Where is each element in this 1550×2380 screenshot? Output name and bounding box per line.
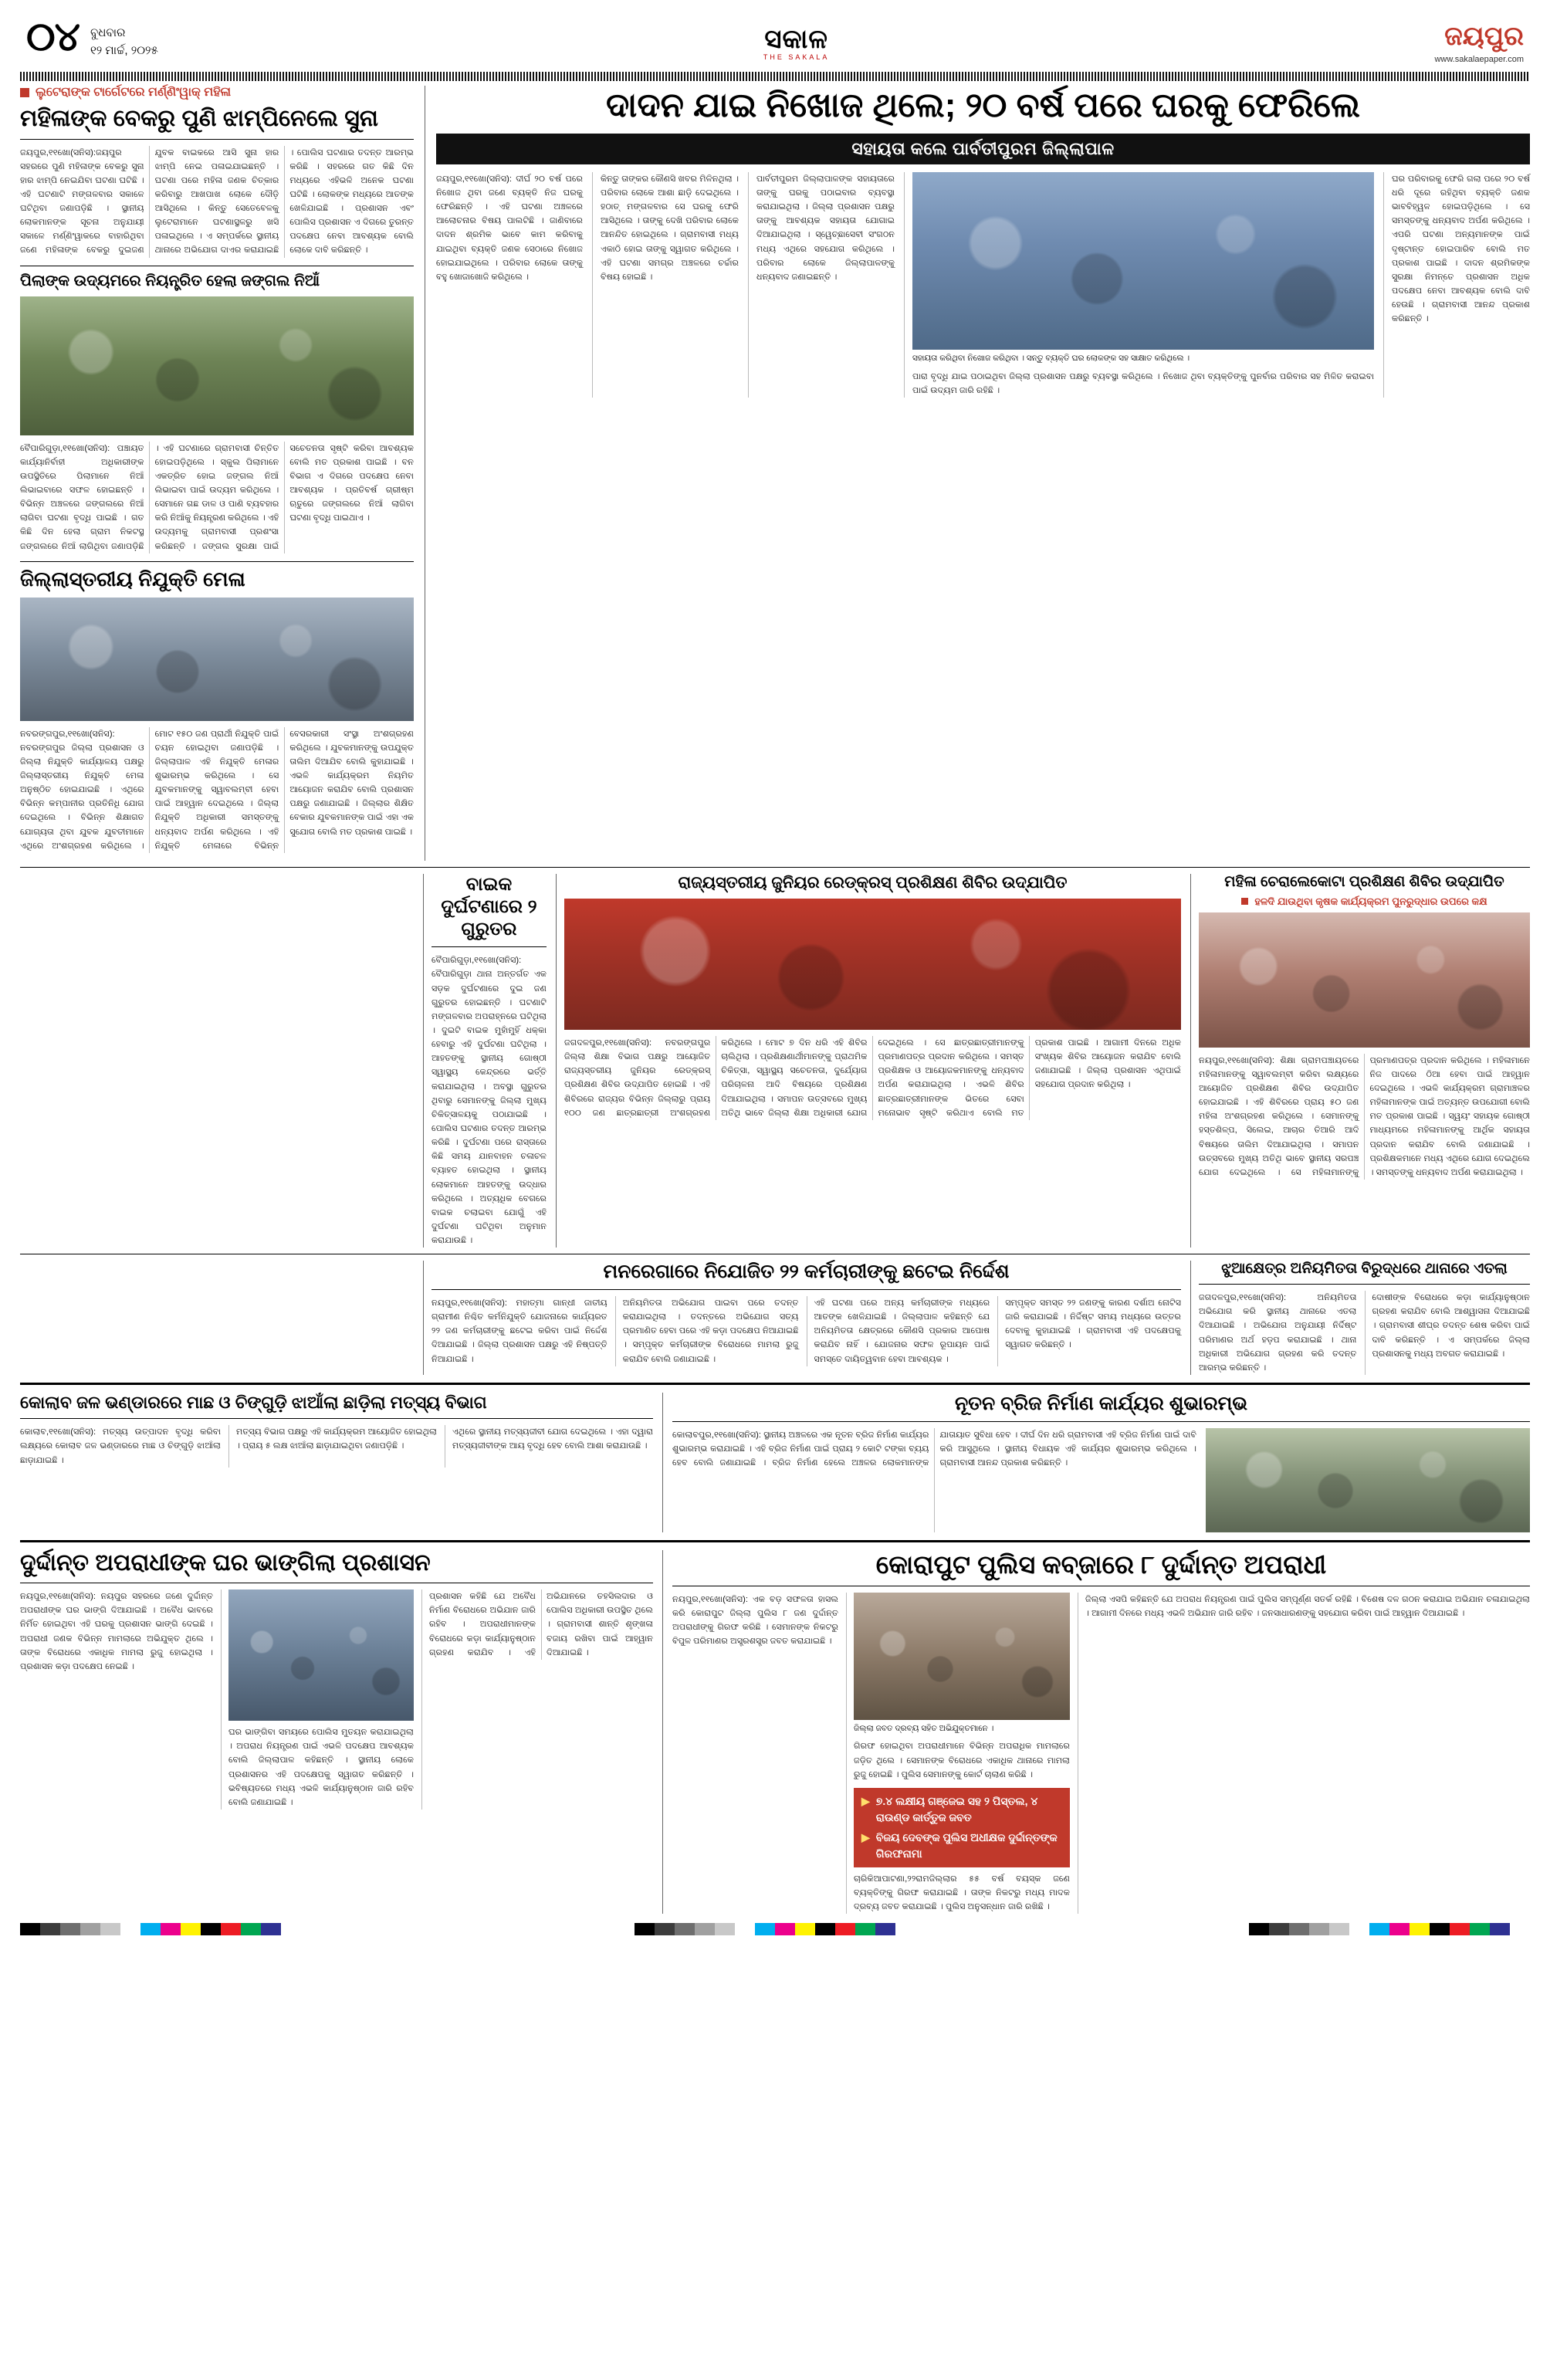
police-photo-wrap [846, 1593, 1070, 1914]
color-swatch [795, 1923, 815, 1935]
headline-fir: ଝୁଆକ୍ଷେତ୍ର ଅନିୟମିତତା ବିରୁଦ୍ଧରେ ଥାନାରେ ଏତଲା [1221, 1261, 1508, 1278]
masthead-logo-block [158, 19, 1435, 61]
article-gold-snatch [20, 86, 414, 258]
kicker-women-training [1199, 895, 1530, 908]
color-swatch [120, 1923, 140, 1935]
color-swatch [201, 1923, 221, 1935]
divider-thick [20, 1383, 1530, 1385]
fish-col-1: କୋଲାବ,୧୧ଖୋ(ସନିସ): ମତ୍ସ୍ୟ ଉତ୍ପାଦନ ବୃଦ୍ଧି କରିବା ଲକ୍ଷ୍ୟରେ କୋଲାବ ଜଳ ଭଣ୍ଡାରରେ ମାଛ ଓ ଚିଙ୍ଗୁଡ଼ି ଝାଆଁଲା ଛାଡ଼ାଯାଇଛି । [20, 1427, 221, 1465]
main-col-2: କିନ୍ତୁ ତାଙ୍କର କୌଣସି ଖବର ମିଳିନଥିଲା । ପରିବାର ଲୋକେ ଆଶା ଛାଡ଼ି ଦେଇଥିଲେ । ହଠାତ୍ ମଙ୍ଗଳବାର ସେ ଘରକୁ ଫେରି ଆସିଥିଲେ । ତାଙ୍କୁ ଦେଖି ପରିବାର ଲୋକେ ଆନନ୍ଦିତ ହୋଇଥିଲେ । ଗ୍ରାମବାସୀ ମଧ୍ୟ ଏକାଠି ହୋଇ ତାଙ୍କୁ ସ୍ୱାଗତ କରିଥିଲେ । ଏହି ଘଟଣା ସମଗ୍ର ଅଞ୍ଚଳରେ ଚର୍ଚ୍ଚାର ବିଷୟ ହୋଇଛି । [592, 172, 739, 398]
masthead-divider [20, 72, 1530, 81]
square-bullet-icon [20, 88, 29, 97]
mgnrega-col-4: ସମ୍ପୃକ୍ତ ସମସ୍ତ ୨୨ ଜଣଙ୍କୁ କାରଣ ଦର୍ଶାଅ ନୋଟିସ ଜାରି କରାଯାଇଛି । ନିର୍ଦ୍ଦିଷ୍ଟ ସମୟ ମଧ୍ୟରେ ଉତ୍ତର ଦେବାକୁ କୁହାଯାଇଛି । ଗ୍ରାମବାସୀ ଏହି ପଦକ୍ଷେପକୁ ସ୍ୱାଗତ କରିଛନ୍ତି । [997, 1296, 1181, 1366]
demolition-photo-wrap [221, 1589, 414, 1810]
divider [672, 1421, 1530, 1422]
color-swatch [20, 1923, 40, 1935]
bridge-row [672, 1428, 1530, 1532]
color-swatch [655, 1923, 675, 1935]
page-number: ୦୪ [26, 15, 80, 59]
color-swatch [1329, 1923, 1349, 1935]
divider [20, 139, 414, 140]
color-swatch [1430, 1923, 1450, 1935]
color-swatch [1289, 1923, 1309, 1935]
divider [1199, 1284, 1530, 1285]
mgnrega-columns [431, 1296, 1181, 1366]
article-demolition [20, 1550, 653, 1914]
color-swatch [895, 1923, 915, 1935]
headline-police-arrest: କୋରାପୁଟ ପୁଲିସ କବ୍ଜାରେ ୮ ଦୁର୍ଦ୍ଦାନ୍ତ ଅପରାଧୀ [875, 1549, 1327, 1579]
headline-red-cross: ରାଜ୍ୟସ୍ତରୀୟ ଜୁନିୟର ରେଡ୍‌କ୍ରସ୍ ପ୍ରଶିକ୍ଷଣ ଶିବିର ଉଦ୍‌ଯାପିତ [678, 873, 1068, 892]
police-columns [672, 1593, 1530, 1914]
color-swatch [855, 1923, 875, 1935]
mgnrega-col-3: ଏହି ଘଟଣା ପରେ ଅନ୍ୟ କର୍ମଚାରୀଙ୍କ ମଧ୍ୟରେ ଆତଙ୍କ ଖେଳିଯାଇଛି । ଜିଲ୍ଲାପାଳ କହିଛନ୍ତି ଯେ ଅନିୟମିତତା କ୍ଷେତ୍ରରେ କୌଣସି ପ୍ରକାର ଆପୋଷ କରାଯିବ ନାହିଁ । ଯୋଜନାର ସଫଳ ରୂପାୟନ ପାଇଁ ସମସ୍ତେ ଦାୟିତ୍ୱବାନ ହେବା ଆବଶ୍ୟକ । [807, 1296, 990, 1366]
paper-logo: ସକାଳ [764, 25, 828, 54]
divider [20, 1418, 653, 1419]
headline-forest-fire: ପିଲାଙ୍କ ଉଦ୍ୟମରେ ନିୟନ୍ତ୍ରିତ ହେଲା ଜଙ୍ଗଲ ନିଆଁ [20, 272, 320, 289]
row-4 [20, 1393, 1530, 1532]
main-photo-block [904, 172, 1374, 398]
color-swatch [1249, 1923, 1269, 1935]
kicker-text: ଲୁଟେରାଙ୍କ ଟାର୍ଗେଟରେ ମର୍ଣ୍ଣିଂୱାକ୍ ମହିଳା [36, 86, 232, 99]
divider [20, 867, 1530, 868]
color-swatch [80, 1923, 100, 1935]
article-fish-release [20, 1393, 653, 1532]
color-swatch [241, 1923, 261, 1935]
body-bridge: କୋଲାବପୁର,୧୧ଖୋ(ସନିସ): ସ୍ଥାନୀୟ ଅଞ୍ଚଳରେ ଏକ ନୂତନ ବ୍ରିଜ ନିର୍ମାଣ କାର୍ଯ୍ୟର ଶୁଭାରମ୍ଭ କରାଯାଇଛି । ଏହି ବ୍ରିଜ ନିର୍ମାଣ ପାଇଁ ପ୍ରାୟ ୨ କୋଟି ଟଙ୍କା ବ୍ୟୟ ହେବ ବୋଲି ଜଣାଯାଇଛି । ବ୍ରିଜ ନିର୍ମାଣ ହେଲେ ଅଞ୍ଚଳର ଲୋକମାନଙ୍କ ଯାତାୟାତ ସୁବିଧା ହେବ । ଦୀର୍ଘ ଦିନ ଧରି ଗ୍ରାମବାସୀ ଏହି ବ୍ରିଜ ନିର୍ମାଣ ପାଇଁ ଦାବି କରି ଆସୁଥିଲେ । ସ୍ଥାନୀୟ ବିଧାୟକ ଏହି କାର୍ଯ୍ୟର ଶୁଭାରମ୍ଭ କରିଥିଲେ । ଗ୍ରାମବାସୀ ଆନନ୍ଦ ପ୍ରକାଶ କରିଛନ୍ତି । [672, 1430, 1196, 1468]
headline-job-fair: ଜିଲ୍ଲାସ୍ତରୀୟ ନିଯୁକ୍ତି ମେଳା [20, 567, 245, 591]
body-women-training: ନୟପୁର,୧୧ଖୋ(ସନିସ): ଶିକ୍ଷା ଗ୍ରାମପଞ୍ଚାୟତରେ ମହିଳାମାନଙ୍କୁ ସ୍ୱାବଲମ୍ବୀ କରିବା ଲକ୍ଷ୍ୟରେ ଆୟୋଜିତ ପ୍ରଶିକ୍ଷଣ ଶିବିର ଉଦ୍‌ଯାପିତ ହୋଇଯାଇଛି । ଏହି ଶିବିରରେ ପ୍ରାୟ ୫୦ ଜଣ ମହିଳା ଅଂଶଗ୍ରହଣ କରିଥିଲେ । ସେମାନଙ୍କୁ ହସ୍ତଶିଳ୍ପ, ସିଲେଇ, ଆଚାର ତିଆରି ଆଦି ବିଷୟରେ ତାଲିମ ଦିଆଯାଇଥିଲା । ସମାପନ ଉତ୍ସବରେ ମୁଖ୍ୟ ଅତିଥି ଭାବେ ସ୍ଥାନୀୟ ସରପଞ୍ଚ ଯୋଗ ଦେଇଥିଲେ । ସେ ମହିଳାମାନଙ୍କୁ ପ୍ରମାଣପତ୍ର ପ୍ରଦାନ କରିଥିଲେ । ମହିଳାମାନେ ନିଜ ପାଦରେ ଠିଆ ହେବା ପାଇଁ ଆହ୍ୱାନ ଦେଇଥିଲେ । ଏଭଳି କାର୍ଯ୍ୟକ୍ରମ ଗ୍ରାମାଞ୍ଚଳର ମହିଳାମାନଙ୍କ ପାଇଁ ଅତ୍ୟନ୍ତ ଉପଯୋଗୀ ବୋଲି ମତ ପ୍ରକାଶ ପାଇଛି । ସ୍ୱୟଂ ସହାୟକ ଗୋଷ୍ଠୀ ମାଧ୍ୟମରେ ମହିଳାମାନଙ୍କୁ ଆର୍ଥିକ ସହାୟତା ପ୍ରଦାନ କରାଯିବ ବୋଲି ଜଣାଯାଇଛି । ପ୍ରଶିକ୍ଷକମାନେ ମଧ୍ୟ ଏଥିରେ ଯୋଗ ଦେଇଥିଲେ । ସମସ୍ତଙ୍କୁ ଧନ୍ୟବାଦ ଅର୍ପଣ କରାଯାଇଥିଲା । [1199, 1055, 1530, 1177]
weekday: ବୁଧବାର [90, 26, 126, 39]
article-women-training [1190, 874, 1530, 1248]
main-col-3: ପାର୍ବତୀପୁରମ ଜିଲ୍ଲାପାଳଙ୍କ ସହାୟତାରେ ତାଙ୍କୁ ଘରକୁ ପଠାଇବାର ବ୍ୟବସ୍ଥା କରାଯାଇଥିଲା । ଜିଲ୍ଲା ପ୍ରଶାସନ ପକ୍ଷରୁ ତାଙ୍କୁ ଆବଶ୍ୟକ ସହାୟତା ଯୋଗାଇ ଦିଆଯାଇଥିଲା । ସ୍ୱେଚ୍ଛାସେବୀ ସଂଗଠନ ମଧ୍ୟ ଏଥିରେ ସହଯୋଗ କରିଥିଲେ । ପରିବାର ଲୋକେ ଜିଲ୍ଲାପାଳଙ୍କୁ ଧନ୍ୟବାଦ ଜଣାଇଛନ୍ତି । [748, 172, 895, 398]
fir-columns [1199, 1291, 1530, 1375]
caption-main-story: ସହାୟତା କରିଥିବା ନିଖୋଜ କରିଥିବା । ସନ୍ତୁ ବ୍ୟକ୍ତି ଘର ଲୋକଙ୍କ ସହ ସାକ୍ଷାତ କରିଥିଲେ । [912, 353, 1190, 363]
color-swatch [675, 1923, 695, 1935]
color-swatch [1349, 1923, 1369, 1935]
demolition-col-3: ପ୍ରଶାସନ କହିଛି ଯେ ଅବୈଧ ନିର୍ମାଣ ବିରୋଧରେ ଅଭିଯାନ ଜାରି ରହିବ । ଅପରାଧୀମାନଙ୍କ ବିରୋଧରେ କଡ଼ା କାର୍ଯ୍ୟାନୁଷ୍ଠାନ ଗ୍ରହଣ କରାଯିବ । ଏହି ଅଭିଯାନରେ ତହସିଲଦାର ଓ ପୋଲିସ ଅଧିକାରୀ ଉପସ୍ଥିତ ଥିଲେ । ଗ୍ରାମବାସୀ ଶାନ୍ତି ଶୃଙ୍ଖଳା ବଜାୟ ରଖିବା ପାଇଁ ଆହ୍ୱାନ ଦିଆଯାଇଛି । [429, 1592, 653, 1657]
demolition-col-1: ନୟପୁର,୧୧ଖୋ(ସନିସ): ନୟପୁର ସହରରେ ଜଣେ ଦୁର୍ଦ୍ଦାନ୍ତ ଅପରାଧୀଙ୍କ ଘର ଭାଙ୍ଗି ଦିଆଯାଇଛି । ଅବୈଧ ଭାବରେ ନିର୍ମିତ ହୋଇଥିବା ଏହି ଘରକୁ ପ୍ରଶାସନ ଭାଙ୍ଗି ଦେଇଛି । ଅପରାଧୀ ଜଣକ ବିଭିନ୍ନ ମାମଲାରେ ଅଭିଯୁକ୍ତ ଥିଲେ । ତାଙ୍କ ବିରୋଧରେ ଏକାଧିକ ମାମଲା ରୁଜୁ ହୋଇଥିଲା । ପ୍ରଶାସନ କଡ଼ା ପଦକ୍ଷେପ ନେଇଛି । [20, 1592, 213, 1671]
article-fir [1190, 1261, 1530, 1375]
colorbar-group-mid [635, 1923, 915, 1935]
headline-fish-release: କୋଲାବ ଜଳ ଭଣ୍ଡାରରେ ମାଛ ଓ ଚିଙ୍ଗୁଡ଼ି ଝାଆଁଲା ଛାଡ଼ିଲା ମତ୍ସ୍ୟ ବିଭାଗ [20, 1392, 487, 1412]
mid-row [20, 874, 1530, 1248]
body-bike-accident: ବୈପାରିଗୁଡ଼ା,୧୧ଖୋ(ସନିସ): ବୈପାରିଗୁଡ଼ା ଥାନା ଅନ୍ତର୍ଗତ ଏକ ସଡ଼କ ଦୁର୍ଘଟଣାରେ ଦୁଇ ଜଣ ଗୁରୁତର ହୋଇଛନ୍ତି । ଘଟଣାଟି ମଙ୍ଗଳବାର ଅପରାହ୍ନରେ ଘଟିଥିଲା । ଦୁଇଟି ବାଇକ ମୁହାଁମୁହିଁ ଧକ୍କା ହେବାରୁ ଏହି ଦୁର୍ଘଟଣା ଘଟିଥିଲା । ଆହତଙ୍କୁ ସ୍ଥାନୀୟ ଗୋଷ୍ଠୀ ସ୍ୱାସ୍ଥ୍ୟ କେନ୍ଦ୍ରରେ ଭର୍ତ୍ତି କରାଯାଇଥିଲା । ଅବସ୍ଥା ଗୁରୁତର ଥିବାରୁ ସେମାନଙ୍କୁ ଜିଲ୍ଲା ମୁଖ୍ୟ ଚିକିତ୍ସାଳୟକୁ ପଠାଯାଇଛି । ପୋଲିସ ଘଟଣାର ତଦନ୍ତ ଆରମ୍ଭ କରିଛି । ଦୁର୍ଘଟଣା ପରେ ରାସ୍ତାରେ କିଛି ସମୟ ଯାନବାହନ ଚଳାଚଳ ବ୍ୟାହତ ହୋଇଥିଲା । ସ୍ଥାନୀୟ ଲୋକମାନେ ଆହତଙ୍କୁ ଉଦ୍ଧାର କରିଥିଲେ । ଅତ୍ୟଧିକ ବେଗରେ ବାଇକ ଚଲାଇବା ଯୋଗୁଁ ଏହି ଦୁର୍ଘଟଣା ଘଟିଥିବା ଅନୁମାନ କରାଯାଉଛି । [431, 956, 547, 1246]
color-swatch [181, 1923, 201, 1935]
police-col-1: ନୟପୁର,୧୧ଖୋ(ସନିସ): ଏକ ବଡ଼ ସଫଳତା ହାସଲ କରି କୋରାପୁଟ ଜିଲ୍ଲା ପୁଲିସ ୮ ଜଣ ଦୁର୍ଦ୍ଦାନ୍ତ ଅପରାଧୀଙ୍କୁ ଗିରଫ କରିଛି । ସେମାନଙ୍କ ନିକଟରୁ ବିପୁଳ ପରିମାଣର ଅସ୍ତ୍ରଶସ୍ତ୍ର ଜବତ କରାଯାଇଛି । [672, 1594, 838, 1647]
photo-demolition [228, 1589, 414, 1721]
body-job-fair: ନବରଙ୍ଗପୁର,୧୧ଖୋ(ସନିସ): ନବରଙ୍ଗପୁର ଜିଲ୍ଲା ପ୍ରଶାସନ ଓ ଜିଲ୍ଲା ନିଯୁକ୍ତି କାର୍ଯ୍ୟାଳୟ ପକ୍ଷରୁ ଜିଲ୍ଲାସ୍ତରୀୟ ନିଯୁକ୍ତି ମେଳା ଅନୁଷ୍ଠିତ ହୋଇଯାଇଛି । ଏଥିରେ ବିଭିନ୍ନ କମ୍ପାନୀର ପ୍ରତିନିଧି ଯୋଗ ଦେଇଥିଲେ । ବିଭିନ୍ନ ଶିକ୍ଷାଗତ ଯୋଗ୍ୟତା ଥିବା ଯୁବକ ଯୁବତୀମାନେ ଏଥିରେ ଅଂଶଗ୍ରହଣ କରିଥିଲେ । ମୋଟ ୧୫୦ ଜଣ ପ୍ରାର୍ଥୀ ନିଯୁକ୍ତି ପାଇଁ ଚୟନ ହୋଇଥିବା ଜଣାପଡ଼ିଛି । ଜିଲ୍ଲାପାଳ ଏହି ନିଯୁକ୍ତି ମେଳାର ଶୁଭାରମ୍ଭ କରିଥିଲେ । ସେ ଯୁବକମାନଙ୍କୁ ସ୍ୱାବଲମ୍ବୀ ହେବା ପାଇଁ ଆହ୍ୱାନ ଦେଇଥିଲେ । ଜିଲ୍ଲା ନିଯୁକ୍ତି ଅଧିକାରୀ ସମସ୍ତଙ୍କୁ ଧନ୍ୟବାଦ ଅର୍ପଣ କରିଥିଲେ । ଏହି ନିଯୁକ୍ତି ମେଳାରେ ବିଭିନ୍ନ ବେସରକାରୀ ସଂସ୍ଥା ଅଂଶଗ୍ରହଣ କରିଥିଲେ । ଯୁବକମାନଙ୍କୁ ଉପଯୁକ୍ତ ତାଲିମ ଦିଆଯିବ ବୋଲି କୁହାଯାଇଛି । ଏଭଳି କାର୍ଯ୍ୟକ୍ରମ ନିୟମିତ ଆୟୋଜନ କରାଯିବ ବୋଲି ପ୍ରଶାସନ ପକ୍ଷରୁ ଜଣାଯାଇଛି । ଜିଲ୍ଲାର ଶିକ୍ଷିତ ବେକାର ଯୁବକମାନଙ୍କ ପାଇଁ ଏହା ଏକ ସୁଯୋଗ ବୋଲି ମତ ପ୍ରକାଶ ପାଇଛି । [20, 729, 414, 851]
body-gold-snatch: ଜୟପୁର,୧୧ଖୋ(ସନିସ):ଜୟପୁର ସହରରେ ପୁଣି ମହିଳାଙ୍କ ବେକରୁ ସୁନା ହାର ଝାମ୍ପି ନେଇଯିବା ଘଟଣା ଘଟିଛି । ଏହି ଘଟଣାଟି ମଙ୍ଗଳବାର ସକାଳେ ଘଟିଥିବା ଜଣାପଡ଼ିଛି । ସ୍ଥାନୀୟ ଲୋକମାନଙ୍କ ସୂଚନା ଅନୁଯାୟୀ ସକାଳେ ମର୍ଣ୍ଣିଂୱାକରେ ବାହାରିଥିବା ଜଣେ ମହିଳାଙ୍କ ବେକରୁ ଦୁଇଜଣ ଯୁବକ ବାଇକରେ ଆସି ସୁନା ହାର ଝାମ୍ପି ନେଇ ପଳାଇଯାଇଛନ୍ତି । ଘଟଣା ପରେ ମହିଳା ଜଣକ ଚିତ୍କାର କରିବାରୁ ଆଖପାଖ ଲୋକେ ଦୌଡ଼ି ଆସିଥିଲେ । କିନ୍ତୁ ସେତେବେଳକୁ ଲୁଟେରାମାନେ ଘଟଣାସ୍ଥଳରୁ ଖସି ପଳାଇଥିଲେ । ଏ ସମ୍ପର୍କରେ ସ୍ଥାନୀୟ ଥାନାରେ ଅଭିଯୋଗ ଦାଏର କରାଯାଇଛି । ପୋଲିସ ଘଟଣାର ତଦନ୍ତ ଆରମ୍ଭ କରିଛି । ସହରରେ ଗତ କିଛି ଦିନ ମଧ୍ୟରେ ଏହିଭଳି ଅନେକ ଘଟଣା ଘଟିଛି । ଲୋକଙ୍କ ମଧ୍ୟରେ ଆତଙ୍କ ଖେଳିଯାଇଛି । ପ୍ରଶାସନ ଏବଂ ପୋଲିସ ପ୍ରଶାସନ ଏ ଦିଗରେ ତୁରନ୍ତ ପଦକ୍ଷେପ ନେବା ଆବଶ୍ୟକ ବୋଲି ଲୋକେ ଦାବି କରିଛନ୍ତି । [20, 147, 414, 256]
row-3 [20, 1261, 1530, 1375]
masthead-left [26, 15, 158, 59]
police-footer-text: ଚାରିକିଆପାଟଣା,୨୨ରାମଜିଲ୍ଲାର ୫୫ ବର୍ଷ ବୟସ୍କ ଜଣେ ବ୍ୟକ୍ତିଙ୍କୁ ଗିରଫ କରାଯାଇଛି । ତାଙ୍କ ନିକଟରୁ ମଧ୍ୟ ମାଦକ ଦ୍ରବ୍ୟ ଜବତ କରାଯାଇଛି । ପୁଲିସ ଅନୁସନ୍ଧାନ ଜାରି ରଖିଛି । [854, 1874, 1070, 1912]
color-swatch [1389, 1923, 1410, 1935]
demolition-col-2: ଘର ଭାଙ୍ଗିବା ସମୟରେ ପୋଲିସ ମୁତୟନ କରାଯାଇଥିଲା । ଅପରାଧ ନିୟନ୍ତ୍ରଣ ପାଇଁ ଏଭଳି ପଦକ୍ଷେପ ଆବଶ୍ୟକ ବୋଲି ଜିଲ୍ଲାପାଳ କହିଛନ୍ତି । ସ୍ଥାନୀୟ ଲୋକେ ପ୍ରଶାସନର ଏହି ପଦକ୍ଷେପକୁ ସ୍ୱାଗତ କରିଛନ୍ତି । ଭବିଷ୍ୟତରେ ମଧ୍ୟ ଏଭଳି କାର୍ଯ୍ୟାନୁଷ୍ଠାନ ଜାରି ରହିବ ବୋଲି ଜଣାଯାଇଛି । [228, 1728, 414, 1807]
fish-col-2: ମତ୍ସ୍ୟ ବିଭାଗ ପକ୍ଷରୁ ଏହି କାର୍ଯ୍ୟକ୍ରମ ଆୟୋଜିତ ହୋଇଥିଲା । ପ୍ରାୟ ୫ ଲକ୍ଷ ଝାଆଁଲା ଛାଡ଼ାଯାଇଥିବା ଜଣାପଡ଼ିଛି । [228, 1425, 437, 1467]
banner-line-1: ୭.୪ ଲକ୍ଷୀୟ ଗଞ୍ଜେଇ ସହ ୨ ପିସ୍ତଲ, ୪ ରାଉଣ୍ଡ କାର୍ତ୍ତୁଜ ଜବତ [875, 1794, 1038, 1823]
police-col-3: ଜିଲ୍ଲା ଏସପି କହିଛନ୍ତି ଯେ ଅପରାଧ ନିୟନ୍ତ୍ରଣ ପାଇଁ ପୁଲିସ ସମ୍ପୂର୍ଣ୍ଣ ସତର୍କ ରହିଛି । ବିଶେଷ ଦଳ ଗଠନ କରାଯାଇ ଅଭିଯାନ ଚଳାଯାଇଥିଲା । ଆଗାମୀ ଦିନରେ ମଧ୍ୟ ଏଭଳି ଅଭିଯାନ ଜାରି ରହିବ । ଜନସାଧାରଣଙ୍କୁ ସହଯୋଗ କରିବା ପାଇଁ ଆହ୍ୱାନ ଦିଆଯାଇଛି । [1078, 1593, 1530, 1914]
article-mgnrega [423, 1261, 1181, 1375]
color-swatch [1309, 1923, 1329, 1935]
caption-police-arrest: ଜିଲ୍ଲା ଜବତ ଦ୍ରବ୍ୟ ସହିତ ଅଭିଯୁକ୍ତମାନେ । [854, 1723, 994, 1733]
fir-col-2: ଦୋଷୀଙ୍କ ବିରୋଧରେ କଡ଼ା କାର୍ଯ୍ୟାନୁଷ୍ଠାନ ଗ୍ରହଣ କରାଯିବ ବୋଲି ଆଶ୍ୱାସନା ଦିଆଯାଇଛି । ଗ୍ରାମବାସୀ ଶୀଘ୍ର ତଦନ୍ତ ଶେଷ କରିବା ପାଇଁ ଦାବି କରିଛନ୍ତି । ଏ ସମ୍ପର୍କରେ ଜିଲ୍ଲା ପ୍ରଶାସନକୁ ମଧ୍ୟ ଅବଗତ କରାଯାଇଛି । [1365, 1291, 1531, 1375]
color-swatch [221, 1923, 241, 1935]
mgnrega-col-2: ଅନିୟମିତତା ଅଭିଯୋଗ ପାଇବା ପରେ ତଦନ୍ତ କରାଯାଇଥିଲା । ତଦନ୍ତରେ ଅଭିଯୋଗ ସତ୍ୟ ପ୍ରମାଣିତ ହେବା ପରେ ଏହି କଡ଼ା ପଦକ୍ଷେପ ନିଆଯାଇଛି । ସମ୍ପୃକ୍ତ କର୍ମଚାରୀଙ୍କ ବିରୋଧରେ ମାମଲା ରୁଜୁ କରାଯିବ ବୋଲି ଜଣାଯାଇଛି । [615, 1296, 799, 1366]
main-subhead-banner: ସହାୟତା କଲେ ପାର୍ବତୀପୁରମ ଜିଲ୍ଲାପାଳ [436, 134, 1530, 164]
color-swatch [161, 1923, 181, 1935]
color-swatch [835, 1923, 855, 1935]
photo-forest-fire [20, 296, 414, 435]
article-forest-fire [20, 273, 414, 554]
divider [431, 946, 547, 947]
main-headline: ଦାଦନ ଯାଇ ନିଖୋଜ ଥିଲେ; ୨୦ ବର୍ଷ ପରେ ଘରକୁ ଫେରିଲେ [606, 86, 1360, 124]
paper-logo-sub: THE SAKALA [763, 53, 830, 61]
demolition-col-1-wrap [20, 1589, 213, 1810]
color-swatch [1510, 1923, 1530, 1935]
row-5 [20, 1550, 1530, 1914]
body-red-cross: ଜଗଦଳପୁର,୧୧ଖୋ(ସନିସ): ନବରଙ୍ଗପୁର ଜିଲ୍ଲା ଶିକ୍ଷା ବିଭାଗ ପକ୍ଷରୁ ଆୟୋଜିତ ରାଜ୍ୟସ୍ତରୀୟ ଜୁନିୟର ରେଡ୍‌କ୍ରସ୍ ପ୍ରଶିକ୍ଷଣ ଶିବିର ଉଦ୍‌ଯାପିତ ହୋଇଛି । ଏହି ଶିବିରରେ ରାଜ୍ୟର ବିଭିନ୍ନ ଜିଲ୍ଲାରୁ ପ୍ରାୟ ୧୦୦ ଜଣ ଛାତ୍ରଛାତ୍ରୀ ଅଂଶଗ୍ରହଣ କରିଥିଲେ । ମୋଟ ୭ ଦିନ ଧରି ଏହି ଶିବିର ଚାଲିଥିଲା । ପ୍ରଶିକ୍ଷଣାର୍ଥୀମାନଙ୍କୁ ପ୍ରାଥମିକ ଚିକିତ୍ସା, ସ୍ୱାସ୍ଥ୍ୟ ସଚେତନତା, ଦୁର୍ଯ୍ୟୋଗ ପରିଚାଳନା ଆଦି ବିଷୟରେ ପ୍ରଶିକ୍ଷଣ ଦିଆଯାଇଥିଲା । ସମାପନ ଉତ୍ସବରେ ମୁଖ୍ୟ ଅତିଥି ଭାବେ ଜିଲ୍ଲା ଶିକ୍ଷା ଅଧିକାରୀ ଯୋଗ ଦେଇଥିଲେ । ସେ ଛାତ୍ରଛାତ୍ରୀମାନଙ୍କୁ ପ୍ରମାଣପତ୍ର ପ୍ରଦାନ କରିଥିଲେ । ସମସ୍ତ ପ୍ରଶିକ୍ଷକ ଓ ଆୟୋଜକମାନଙ୍କୁ ଧନ୍ୟବାଦ ଅର୍ପଣ କରାଯାଇଥିଲା । ଏଭଳି ଶିବିର ଛାତ୍ରଛାତ୍ରୀମାନଙ୍କ ଭିତରେ ସେବା ମନୋଭାବ ସୃଷ୍ଟି କରିଥାଏ ବୋଲି ମତ ପ୍ରକାଶ ପାଇଛି । ଆଗାମୀ ଦିନରେ ଅଧିକ ସଂଖ୍ୟକ ଶିବିର ଆୟୋଜନ କରାଯିବ ବୋଲି ଜଣାଯାଇଛି । ଜିଲ୍ଲା ପ୍ରଶାସନ ଏଥିପାଇଁ ସହଯୋଗ ପ୍ରଦାନ କରିଥିଲା । [564, 1038, 1181, 1118]
photo-red-cross [564, 899, 1181, 1030]
mgnrega-col-1: ନୟପୁର,୧୧ଖୋ(ସନିସ): ମହାତ୍ମା ଗାନ୍ଧୀ ଜାତୀୟ ଗ୍ରାମୀଣ ନିଶ୍ଚିତ କର୍ମନିଯୁକ୍ତି ଯୋଜନାରେ କାର୍ଯ୍ୟରତ ୨୨ ଜଣ କର୍ମଚାରୀଙ୍କୁ ଛଟେଇ କରିବା ପାଇଁ ନିର୍ଦ୍ଦେଶ ଦିଆଯାଇଛି । ଜିଲ୍ଲା ପ୍ରଶାସନ ପକ୍ଷରୁ ଏହି ନିଷ୍ପତ୍ତି ନିଆଯାଇଛି । [431, 1298, 607, 1364]
headline-women-training: ମହିଳା ଚେରାଲେକୋଟା ପ୍ରଶିକ୍ଷଣ ଶିବିର ଉଦ୍‌ଯାପିତ [1224, 873, 1504, 890]
color-swatch [1450, 1923, 1470, 1935]
mid-row-left-spacer [20, 874, 414, 1248]
color-swatch [875, 1923, 895, 1935]
main-col-4: ପାରା ବୃଦ୍ଧି ଯାଇ ପଠାଇଥିବା ଜିଲ୍ଲା ପ୍ରଶାସନ ପକ୍ଷରୁ ବ୍ୟବସ୍ଥା କରିଥିଲେ । ନିଖୋଜ ଥିବା ବ୍ୟକ୍ତିଙ୍କୁ ପୁନର୍ବାର ପରିବାର ସହ ମିଳିତ କରାଇବା ପାଇଁ ଉଦ୍ୟମ ଜାରି ରହିଛି । [912, 371, 1375, 395]
color-swatch [100, 1923, 120, 1935]
left-column [20, 86, 414, 861]
headline-demolition: ଦୁର୍ଦ୍ଦାନ୍ତ ଅପରାଧୀଙ୍କ ଘର ଭାଙ୍ଗିଲା ପ୍ରଶାସନ [20, 1549, 431, 1576]
main-story [425, 86, 1530, 861]
color-swatch [775, 1923, 795, 1935]
article-bike-accident [423, 874, 547, 1248]
color-swatch [1410, 1923, 1430, 1935]
color-swatch [635, 1923, 655, 1935]
body-forest-fire: ବୈପାରିଗୁଡ଼ା,୧୧ଖୋ(ସନିସ): ପଞ୍ଚାୟତ କାର୍ଯ୍ୟାନିର୍ବାହୀ ଅଧିକାରୀଙ୍କ ଉପସ୍ଥିତିରେ ପିଲାମାନେ ନିଆଁ ଲିଭାଇବାରେ ସଫଳ ହୋଇଛନ୍ତି । ବିଭିନ୍ନ ଅଞ୍ଚଳରେ ଜଙ୍ଗଲରେ ନିଆଁ ଲାଗିବା ଘଟଣା ବୃଦ୍ଧି ପାଇଛି । ଗତ କିଛି ଦିନ ହେଲା ଗ୍ରାମ ନିକଟସ୍ଥ ଜଙ୍ଗଲରେ ନିଆଁ ଲାଗିଥିବା ଜଣାପଡ଼ିଛି । ଏହି ଘଟଣାରେ ଗ୍ରାମବାସୀ ଚିନ୍ତିତ ହୋଇପଡ଼ିଥିଲେ । ସ୍କୁଲ ପିଲାମାନେ ଏକତ୍ରିତ ହୋଇ ଜଙ୍ଗଲ ନିଆଁ ଲିଭାଇବା ପାଇଁ ଉଦ୍ୟମ କରିଥିଲେ । ସେମାନେ ଗଛ ଡାଳ ଓ ପାଣି ବ୍ୟବହାର କରି ନିଆଁକୁ ନିୟନ୍ତ୍ରଣ କରିଥିଲେ । ଏହି ଉଦ୍ୟମକୁ ଗ୍ରାମବାସୀ ପ୍ରଶଂସା କରିଛନ୍ତି । ଜଙ୍ଗଲ ସୁରକ୍ଷା ପାଇଁ ସଚେତନତା ସୃଷ୍ଟି କରିବା ଆବଶ୍ୟକ ବୋଲି ମତ ପ୍ରକାଶ ପାଇଛି । ବନ ବିଭାଗ ଏ ଦିଗରେ ପଦକ୍ଷେପ ନେବା ଆବଶ୍ୟକ । ପ୍ରତିବର୍ଷ ଗ୍ରୀଷ୍ମ ଋତୁରେ ଜଙ୍ଗଲରେ ନିଆଁ ଲାଗିବା ଘଟଣା ବୃଦ୍ଧି ପାଇଥାଏ । [20, 443, 414, 551]
fish-columns [20, 1425, 653, 1467]
color-swatch [715, 1923, 735, 1935]
colorbar-group-right [1249, 1923, 1530, 1935]
square-bullet-icon [1241, 898, 1248, 905]
color-swatch [281, 1923, 301, 1935]
article-police-arrest [662, 1550, 1530, 1914]
color-swatch [60, 1923, 80, 1935]
photo-main-story [912, 172, 1374, 350]
color-swatch [1369, 1923, 1389, 1935]
kicker-text: ହଳଦି ଯାଉଥିବା କୃଷକ କାର୍ଯ୍ୟକ୍ରମ ପୁନରୁଦ୍ଧାର ଉପରେ କକ୍ଷ [1254, 895, 1487, 907]
photo-job-fair [20, 598, 414, 721]
masthead [20, 14, 1530, 64]
article-red-cross [556, 874, 1181, 1248]
color-swatch [1470, 1923, 1490, 1935]
demolition-columns [20, 1589, 653, 1810]
masthead-date [90, 19, 158, 59]
color-swatch [140, 1923, 161, 1935]
color-swatch [1269, 1923, 1289, 1935]
banner-line-2-row [861, 1830, 1062, 1862]
headline-bridge: ନୂତନ ବ୍ରିଜ ନିର୍ମାଣ କାର୍ଯ୍ୟର ଶୁଭାରମ୍ଭ [954, 1392, 1248, 1414]
main-col-1: ଜୟପୁର,୧୧ଖୋ(ସନିସ): ଦୀର୍ଘ ୨୦ ବର୍ଷ ପରେ ନିଖୋଜ ଥିବା ଜଣେ ବ୍ୟକ୍ତି ନିଜ ଘରକୁ ଫେରିଛନ୍ତି । ଏହି ଘଟଣା ଅଞ୍ଚଳରେ ଆଲୋଚନାର ବିଷୟ ପାଲଟିଛି । ଜାଣିବାରେ ଦାଦନ ଶ୍ରମିକ ଭାବେ କାମ କରିବାକୁ ଯାଇଥିବା ବ୍ୟକ୍ତି ଜଣକ ସେଠାରେ ନିଖୋଜ ହୋଇଯାଇଥିଲେ । ପରିବାର ଲୋକେ ତାଙ୍କୁ ବହୁ ଖୋଜାଖୋଜି କରିଥିଲେ । [436, 174, 583, 282]
triangle-bullet-icon: ▶ [861, 1794, 870, 1807]
divider [20, 561, 414, 562]
demolition-col-3-wrap [421, 1589, 653, 1810]
main-col-5: ଘର ପରିବାରକୁ ଫେରି ଗଲା ପରେ ୨୦ ବର୍ଷ ଧରି ଦୂରେ ରହିଥିବା ବ୍ୟକ୍ତି ଜଣକ ଭାବବିହ୍ୱଳ ହୋଇପଡ଼ିଥିଲେ । ସେ ସମସ୍ତଙ୍କୁ ଧନ୍ୟବାଦ ଅର୍ପଣ କରିଥିଲେ । ଏପରି ଘଟଣା ଅନ୍ୟମାନଙ୍କ ପାଇଁ ଦୃଷ୍ଟାନ୍ତ ହୋଇପାରିବ ବୋଲି ମତ ପ୍ରକାଶ ପାଇଛି । ଦାଦନ ଶ୍ରମିକଙ୍କ ସୁରକ୍ଷା ନିମନ୍ତେ ପ୍ରଶାସନ ଅଧିକ ପଦକ୍ଷେପ ନେବା ଆବଶ୍ୟକ ବୋଲି ଦାବି ହେଉଛି । ଗ୍ରାମବାସୀ ଆନନ୍ଦ ପ୍ରକାଶ କରିଛନ୍ତି । [1383, 172, 1530, 398]
color-swatch [40, 1923, 60, 1935]
triangle-bullet-icon: ▶ [861, 1830, 870, 1843]
colorbar-group-left [20, 1923, 301, 1935]
top-block [20, 86, 1530, 861]
headline-gold-snatch: ମହିଳାଙ୍କ ବେକରୁ ପୁଣି ଝାମ୍ପିନେଲେ ସୁନା [20, 106, 378, 131]
fish-col-3: ଏଥିରେ ସ୍ଥାନୀୟ ମତ୍ସ୍ୟଜୀବୀ ଯୋଗ ଦେଇଥିଲେ । ଏହା ଦ୍ୱାରା ମତ୍ସ୍ୟଜୀବୀଙ୍କ ଆୟ ବୃଦ୍ଧି ହେବ ବୋଲି ଆଶା କରାଯାଉଛି । [445, 1425, 653, 1467]
photo-police-arrest [854, 1593, 1070, 1720]
edition-name: ଜୟପୁର [1444, 22, 1524, 51]
color-swatch [1490, 1923, 1510, 1935]
color-swatch [735, 1923, 755, 1935]
color-swatch [695, 1923, 715, 1935]
row3-left-spacer [20, 1261, 414, 1375]
photo-women-training [1199, 912, 1530, 1048]
main-story-columns [436, 172, 1530, 398]
banner-police-seizure [854, 1788, 1070, 1867]
divider-thick [20, 1540, 1530, 1542]
headline-bike-accident: ବାଇକ ଦୁର୍ଘଟଣାରେ ୨ ଗୁରୁତର [441, 873, 537, 939]
article-job-fair [20, 568, 414, 853]
color-swatch [815, 1923, 835, 1935]
divider [431, 1289, 1181, 1290]
article-bridge [662, 1393, 1530, 1532]
banner-line-2: ବିଜୟ ଦେବଙ୍କ ପୁଲିସ ଅଧୀକ୍ଷକ ଦୁର୍ଦ୍ଦାନ୍ତଙ୍କ ଗିରଫନାମା [875, 1830, 1058, 1860]
masthead-right [1434, 19, 1524, 64]
police-col-2: ଗିରଫ ହୋଇଥିବା ଅପରାଧୀମାନେ ବିଭିନ୍ନ ଅପରାଧିକ ମାମଲାରେ ଜଡ଼ିତ ଥିଲେ । ସେମାନଙ୍କ ବିରୋଧରେ ଏକାଧିକ ଥାନାରେ ମାମଲା ରୁଜୁ ହୋଇଛି । ପୁଲିସ ସେମାନଙ୍କୁ କୋର୍ଟ ଚାଲାଣ କରିଛି । [854, 1742, 1070, 1779]
photo-bridge [1206, 1428, 1530, 1532]
kicker-gold-snatch [20, 86, 414, 100]
website-url: www.sakalaepaper.com [1434, 55, 1524, 64]
color-swatch [261, 1923, 281, 1935]
fir-col-1: ଜଗଦଳପୁର,୧୧ଖୋ(ସନିସ): ଅନିୟମିତତା ଅଭିଯୋଗ କରି ସ୍ଥାନୀୟ ଥାନାରେ ଏତଲା ଦିଆଯାଇଛି । ଅଭିଯୋଗ ଅନୁଯାୟୀ ନିର୍ଦ୍ଦିଷ୍ଟ ପରିମାଣର ଅର୍ଥ ହଡ଼ପ କରାଯାଇଛି । ଥାନା ଅଧିକାରୀ ଅଭିଯୋଗ ଗ୍ରହଣ କରି ତଦନ୍ତ ଆରମ୍ଭ କରିଛନ୍ତି । [1199, 1293, 1357, 1373]
color-calibration-bar [20, 1923, 1530, 1943]
headline-mgnrega: ମନରେଗାରେ ନିଯୋଜିତ ୨୨ କର୍ମଚାରୀଙ୍କୁ ଛଟେଇ ନିର୍ଦ୍ଦେଶ [603, 1261, 1010, 1283]
date: ୧୨ ମାର୍ଚ୍ଚ, ୨୦୨୫ [90, 43, 158, 57]
banner-line-1-row [861, 1793, 1062, 1826]
color-swatch [755, 1923, 775, 1935]
